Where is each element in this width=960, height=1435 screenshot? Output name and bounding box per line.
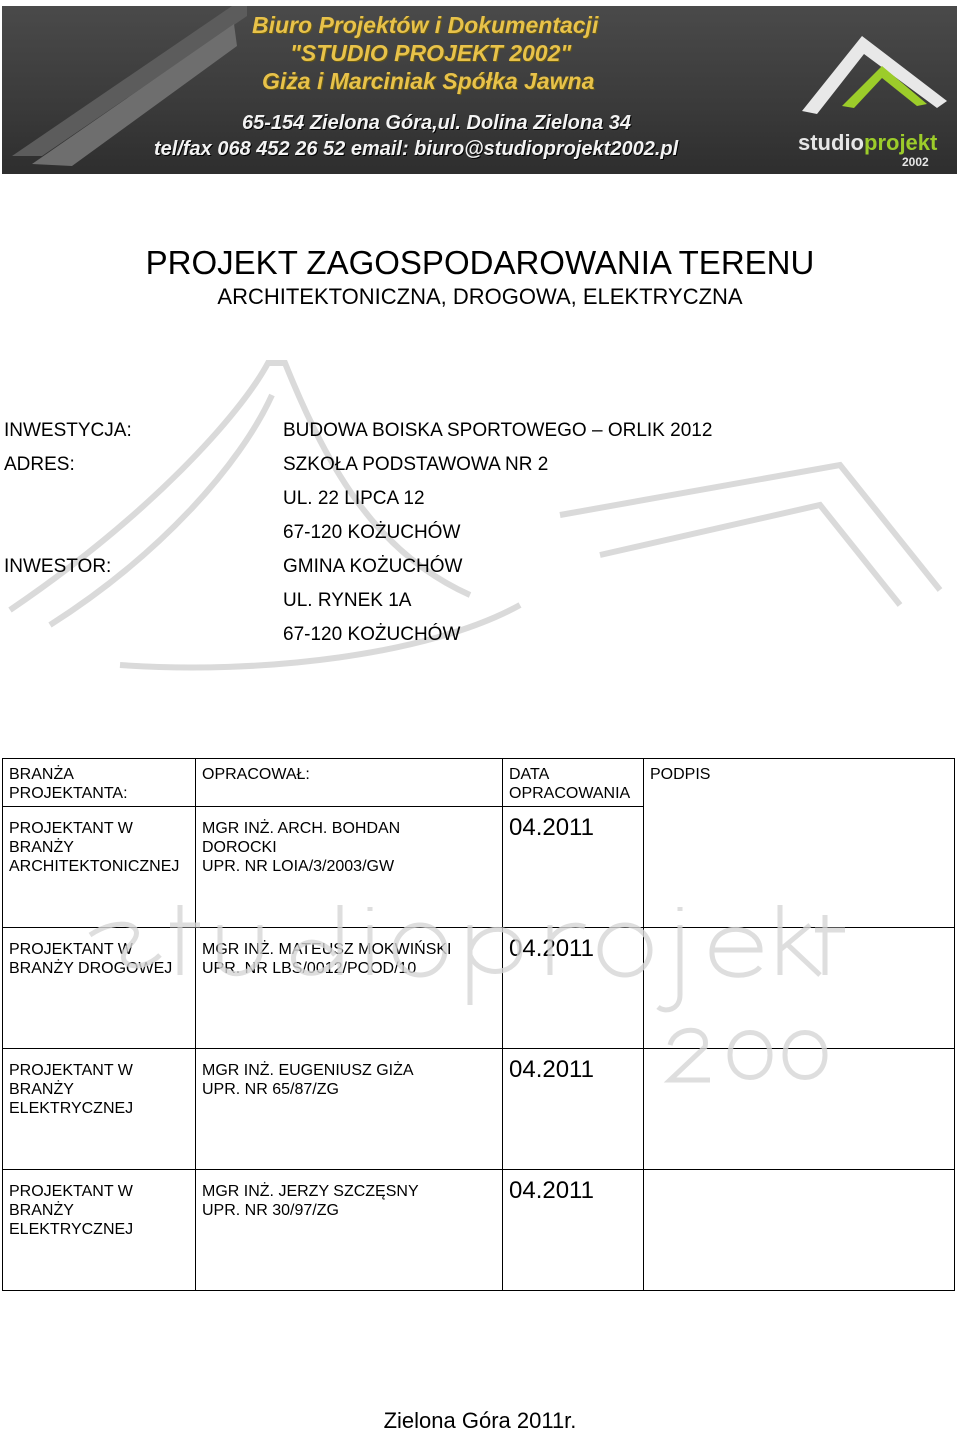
place-and-date: Zielona Góra 2011r. (383, 1408, 577, 1433)
inwestycja-label: INWESTYCJA: (4, 420, 132, 441)
header-data: DATA OPRACOWANIA (503, 759, 644, 807)
row-signature (644, 807, 955, 928)
table-row (3, 1049, 955, 1170)
company-contact: tel/fax 068 452 26 52 email: biuro@studioprojekt2002.pl (154, 138, 679, 160)
adres-line-3: 67-120 KOŻUCHÓW (283, 522, 461, 543)
company-address: 65-154 Zielona Góra,ul. Dolina Zielona 34 (242, 112, 632, 134)
table-row (3, 807, 955, 928)
document-title: PROJEKT ZAGOSPODAROWANIA TERENU (145, 244, 815, 281)
table-row (3, 928, 955, 1049)
designers-table (2, 758, 955, 1291)
row-license: UPR. NR 65/87/ZG (202, 1081, 339, 1098)
inwestycja-value: BUDOWA BOISKA SPORTOWEGO – ORLIK 2012 (283, 420, 713, 441)
company-name: Biuro Projektów i Dokumentacji (252, 12, 599, 38)
row-signature (644, 1049, 955, 1170)
adres-line-2: UL. 22 LIPCA 12 (283, 488, 425, 509)
row-branza: PROJEKTANT W BRANŻY ELEKTRYCZNEJ (3, 1170, 196, 1291)
adres-line-1: SZKOŁA PODSTAWOWA NR 2 (283, 454, 549, 475)
row-signature (644, 1170, 955, 1291)
row-branza: PROJEKTANT W BRANŻY DROGOWEJ (3, 928, 196, 1049)
row-branza: PROJEKTANT W BRANŻY ARCHITEKTONICZNEJ (3, 807, 196, 928)
row-date: 04.2011 (503, 807, 644, 928)
row-designer: MGR INŻ. ARCH. BOHDAN DOROCKI UPR. NR LOIA/3/2003/GW (196, 807, 503, 928)
inwestor-line-1: GMINA KOŻUCHÓW (283, 556, 463, 577)
row-date: 04.2011 (503, 1170, 644, 1291)
row-designer: MGR INŻ. MATEUSZ MOKWIŃSKI UPR. NR LBS/0012/POOD/10 (196, 928, 503, 1049)
document-subtitle: ARCHITEKTONICZNA, DROGOWA, ELEKTRYCZNA (217, 284, 743, 309)
studioprojekt-logo: studioprojekt (798, 130, 938, 155)
company-partners: Giża i Marciniak Spółka Jawna (262, 68, 595, 94)
row-license: UPR. NR 30/97/ZG (202, 1202, 339, 1219)
row-designer: MGR INŻ. JERZY SZCZĘSNY UPR. NR 30/97/ZG (196, 1170, 503, 1291)
inwestor-line-2: UL. RYNEK 1A (283, 590, 412, 611)
roof-watermark (0, 355, 960, 685)
table-header-row (3, 759, 955, 807)
inwestor-label: INWESTOR: (4, 556, 112, 577)
row-date: 04.2011 (503, 928, 644, 1049)
row-signature (644, 928, 955, 1049)
row-branza: PROJEKTANT W BRANŻY ELEKTRYCZNEJ (3, 1049, 196, 1170)
inwestor-line-3: 67-120 KOŻUCHÓW (283, 624, 461, 645)
table-row (3, 1170, 955, 1291)
row-license: UPR. NR LBS/0012/POOD/10 (202, 960, 417, 977)
header-branza: BRANŻA PROJEKTANTA: (3, 759, 196, 807)
company-studio-name: "STUDIO PROJEKT 2002" (290, 40, 572, 66)
logo-year: 2002 (902, 155, 929, 169)
row-license: UPR. NR LOIA/3/2003/GW (202, 858, 395, 875)
row-designer: MGR INŻ. EUGENIUSZ GIŻA UPR. NR 65/87/ZG (196, 1049, 503, 1170)
header-opracowal: OPRACOWAŁ: (196, 759, 503, 807)
adres-label: ADRES: (4, 454, 75, 475)
row-date: 04.2011 (503, 1049, 644, 1170)
header-banner (2, 6, 957, 174)
header-podpis: PODPIS (644, 759, 955, 807)
